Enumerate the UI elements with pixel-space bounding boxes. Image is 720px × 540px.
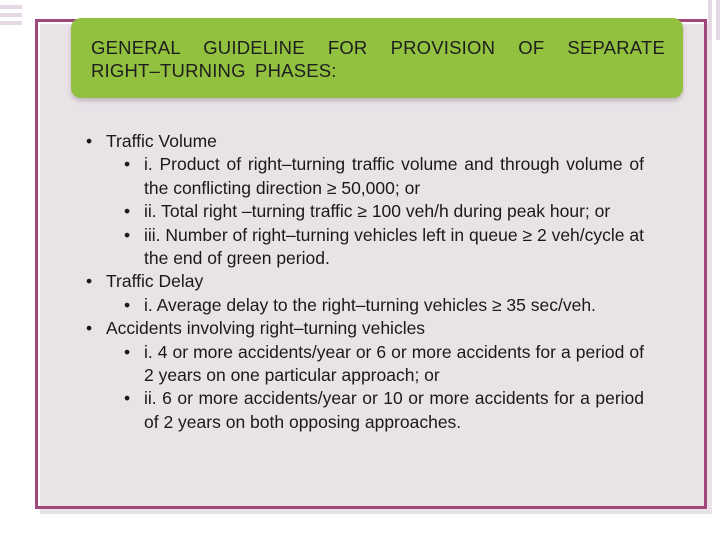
title-banner (71, 18, 683, 98)
slide-title: GENERAL GUIDELINE FOR PROVISION OF SEPARATE RIGHT–TURNING PHASES: (91, 37, 665, 81)
bullet-traffic-delay (86, 270, 644, 317)
sub-bullet (106, 387, 644, 434)
bullet-traffic-volume (86, 130, 644, 270)
sub-bullet (106, 224, 644, 271)
decorative-stripe (0, 21, 22, 25)
sub-bullet-text: • i. Average delay to the right–turning vehicles ≥ 35 sec/veh. (144, 294, 596, 315)
slide-content (86, 130, 644, 434)
sub-bullet-text: • ii. 6 or more accidents/year or 10 or more accidents for a period of 2 years on both opposing approaches. (144, 388, 644, 432)
bullet-heading: Traffic Delay (106, 271, 204, 292)
bullet-list (86, 130, 644, 434)
sub-bullet (106, 200, 644, 223)
decorative-stripe (716, 0, 720, 40)
decorative-stripe (708, 0, 712, 40)
sub-bullet-text: • i. 4 or more accidents/year or 6 or more accidents for a period of 2 years on one particular approach; or (144, 341, 644, 386)
sub-bullet (106, 341, 644, 388)
bullet-heading: Accidents involving right–turning vehicles (106, 318, 426, 339)
sub-bullet-text: • ii. Total right –turning traffic ≥ 100 veh/h during peak hour; or (144, 201, 611, 222)
bullet-heading: Traffic Volume (106, 131, 217, 151)
sub-bullet (106, 153, 644, 200)
decorative-stripe (0, 5, 22, 9)
bullet-accidents (86, 317, 644, 434)
decorative-stripe (0, 13, 22, 17)
sub-bullet (106, 294, 644, 317)
sub-bullet-text: • iii. Number of right–turning vehicles left in queue ≥ 2 veh/cycle at the end of green period. (144, 224, 644, 269)
sub-bullet-text: • i. Product of right–turning traffic volume and through volume of the conflicting direction ≥ 50,000; or (144, 154, 644, 198)
